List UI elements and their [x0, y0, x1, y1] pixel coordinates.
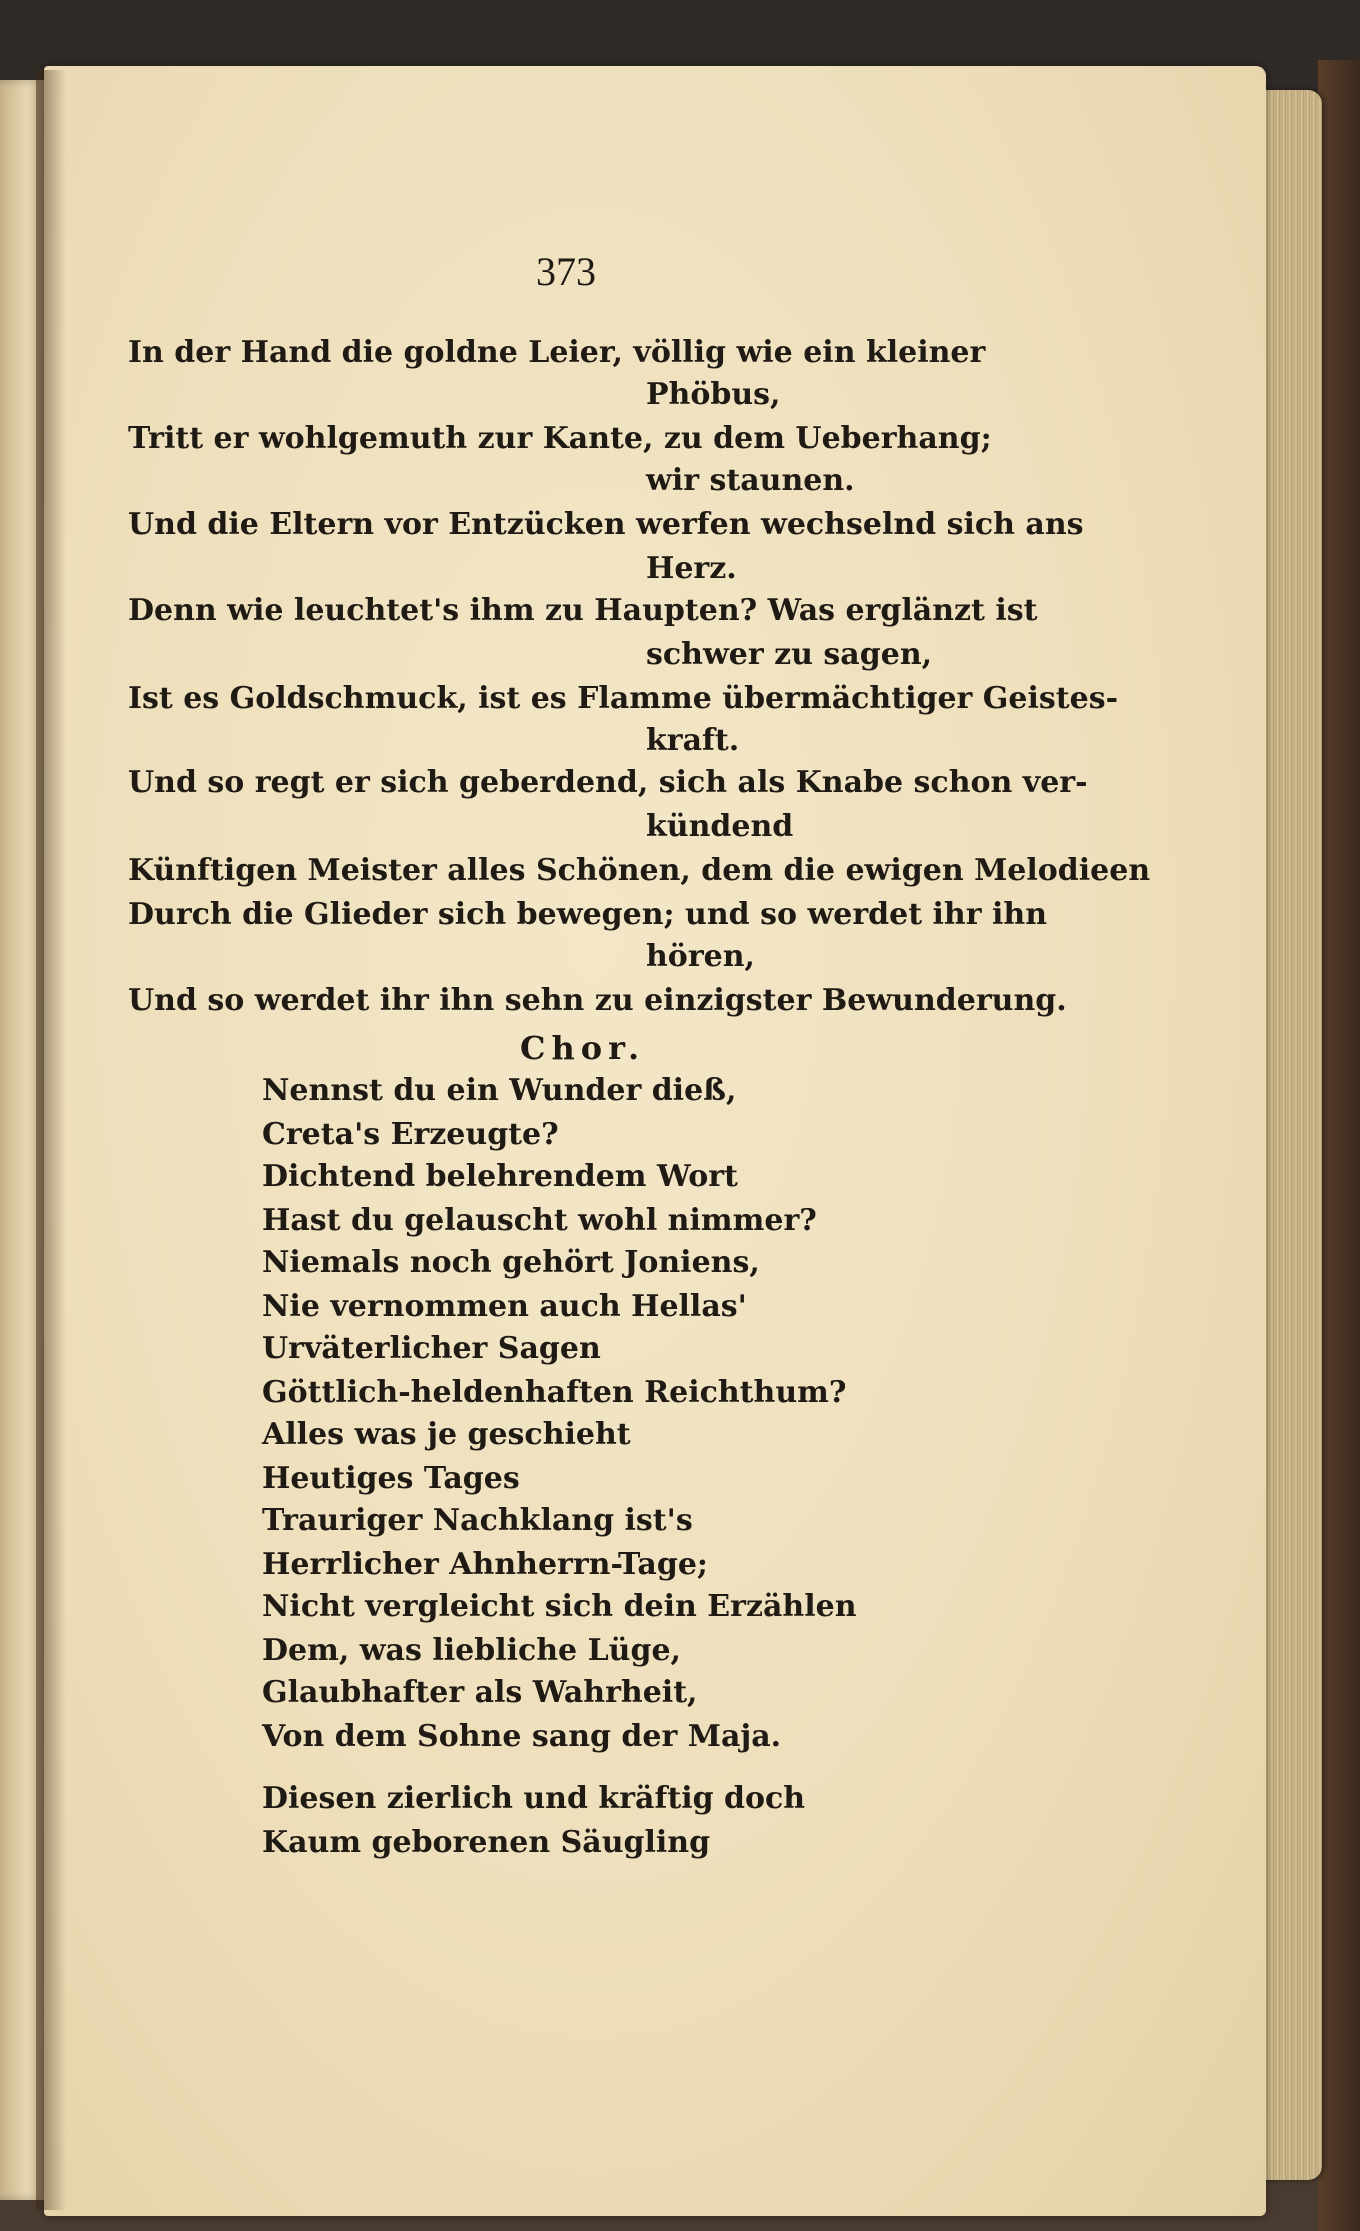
- chorus-line: Herrlicher Ahnherrn-Tage;: [262, 1547, 708, 1582]
- poem-line: Durch die Glieder sich bewegen; und so werdet ihr ihn: [128, 897, 1047, 932]
- poem-line: hören,: [646, 939, 755, 974]
- poem-line: wir staunen.: [646, 463, 855, 498]
- poem-line: kraft.: [646, 723, 740, 758]
- chorus-line: Urväterlicher Sagen: [262, 1331, 601, 1366]
- chorus-line: Hast du gelauscht wohl nimmer?: [262, 1203, 817, 1238]
- chorus-heading: Chor.: [520, 1029, 646, 1067]
- chorus-line: Heutiges Tages: [262, 1461, 520, 1496]
- chorus-line: Nicht vergleicht sich dein Erzählen: [262, 1589, 857, 1624]
- poem-line: Denn wie leuchtet's ihm zu Haupten? Was erglänzt ist: [128, 593, 1038, 628]
- chorus-line: Göttlich-heldenhaften Reichthum?: [262, 1375, 847, 1410]
- poem-line: Und so regt er sich geberdend, sich als Knabe schon ver-: [128, 765, 1088, 800]
- book-cover-edge: [1318, 60, 1360, 2231]
- gutter-shadow: [36, 70, 66, 2210]
- poem-line: Und die Eltern vor Entzücken werfen wechselnd sich ans: [128, 507, 1084, 542]
- poem-line: Und so werdet ihr ihn sehn zu einzigster Bewunderung.: [128, 983, 1067, 1018]
- poem-line: Phöbus,: [646, 377, 781, 412]
- chorus-line: Niemals noch gehört Joniens,: [262, 1245, 760, 1280]
- page-number: 373: [536, 249, 596, 294]
- poem-line: Ist es Goldschmuck, ist es Flamme übermächtiger Geistes-: [128, 681, 1119, 716]
- poem-line: Künftigen Meister alles Schönen, dem die ewigen Melodieen: [128, 853, 1151, 888]
- closing-line: Kaum geborenen Säugling: [262, 1825, 711, 1860]
- poem-line: kündend: [646, 809, 794, 844]
- closing-line: Diesen zierlich und kräftig doch: [262, 1781, 806, 1816]
- page-stack-edges: [1262, 90, 1322, 2180]
- chorus-line: Dichtend belehrendem Wort: [262, 1159, 738, 1194]
- poem-line: schwer zu sagen,: [646, 637, 933, 672]
- chorus-line: Nie vernommen auch Hellas': [262, 1289, 747, 1324]
- poem-line: Tritt er wohlgemuth zur Kante, zu dem Ueberhang;: [128, 421, 992, 456]
- poem-line: In der Hand die goldne Leier, völlig wie ein kleiner: [128, 335, 986, 370]
- chorus-line: Nennst du ein Wunder dieß,: [262, 1073, 737, 1108]
- chorus-line: Von dem Sohne sang der Maja.: [262, 1719, 782, 1754]
- chorus-line: Creta's Erzeugte?: [262, 1117, 559, 1152]
- chorus-line: Glaubhafter als Wahrheit,: [262, 1675, 698, 1710]
- poem-line: Herz.: [646, 551, 737, 586]
- chorus-line: Alles was je geschieht: [262, 1417, 631, 1452]
- chorus-line: Trauriger Nachklang ist's: [262, 1503, 693, 1538]
- chorus-line: Dem, was liebliche Lüge,: [262, 1633, 682, 1668]
